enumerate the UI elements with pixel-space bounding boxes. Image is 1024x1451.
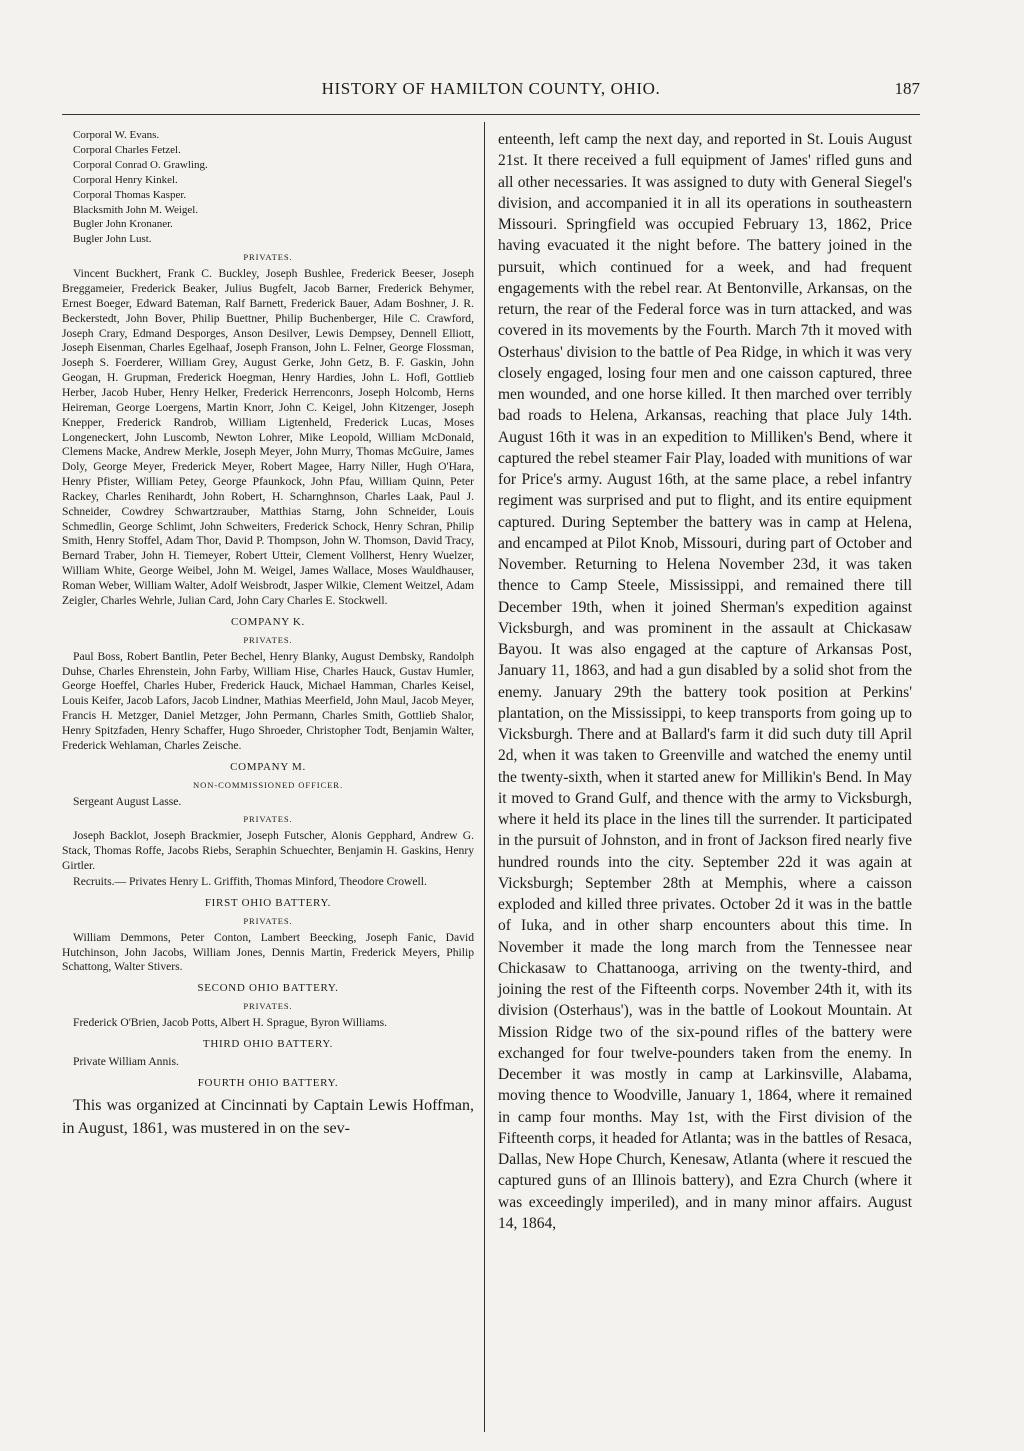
right-column: [498, 129, 912, 1234]
recruits-entry: Recruits.— Privates Henry L. Griffith, Thomas Minford, Theodore Crowell.: [73, 874, 427, 888]
privates-heading: PRIVATES.: [243, 1001, 293, 1012]
privates-heading: PRIVATES.: [243, 814, 293, 825]
roster-line: Corporal Conrad O. Grawling.: [73, 158, 208, 171]
roster-line: Bugler John Kronaner.: [73, 218, 173, 231]
header-rule: [62, 114, 920, 115]
second-battery-privates: Frederick O'Brien, Jacob Potts, Albert H. Sprague, Byron Williams.: [73, 1016, 388, 1030]
page-number: 187: [894, 79, 920, 98]
roster-line: Corporal Thomas Kasper.: [73, 188, 187, 201]
sergeant-entry: Sergeant August Lasse.: [73, 794, 182, 808]
privates-heading: PRIVATES.: [243, 915, 293, 926]
fourth-battery-intro: This was organized at Cincinnati by Captain Lewis Hoffman, in August, 1861, was mustered in on the sev-: [62, 1097, 474, 1137]
company-m-heading: COMPANY M.: [230, 760, 306, 773]
roster-line: Corporal Charles Fetzel.: [73, 143, 181, 156]
officer-roster: [62, 128, 474, 247]
third-battery-private: Private William Annis.: [73, 1055, 179, 1069]
roster-line: Bugler John Lust.: [73, 233, 152, 246]
running-title: HISTORY OF HAMILTON COUNTY, OHIO.: [321, 79, 661, 98]
company-k-privates: Paul Boss, Robert Bantlin, Peter Bechel, Henry Blanky, August Dembsky, Randolph Duhse, Charles Ehrenstein, John Farby, William Hise, Charles Hauck, Gustav Humler, George Hoeffel, Charles Huber, Frederick Hauck, Michael Hamman, Charles Keisel, Louis Keifer, Jacob Lafors, Jacob Lindner, Mathias Meerfield, John Maul, Jacob Meyer, Francis H. Metzger, Daniel Metzger, John Permann, Charles Smith, Gottlieb Shalor, Henry Spitzfaden, Henry Schaffer, Hugo Shroeder, Christopher Todt, Benjamin Walter, Frederick Wehlaman, Charles Zeische.: [62, 649, 474, 752]
privates-list: Vincent Buckhert, Frank C. Buckley, Joseph Bushlee, Frederick Beeser, Joseph Breggameier, Frederick Beaker, Julius Bugfelt, Jacob Barner, Frederick Behymer, Ernest Boeger, Edward Bateman, Ralf Barnett, Frederick Bauer, Adam Boshner, J. R. Beckerstedt, John Bover, Philip Buettner, Philip Buchenberger, Hile C. Crawford, Joseph Crary, Edmand Desporges, Anson Desilver, Lewis Dempsey, Dennell Elliott, Joseph Eisenman, Charles Egelhaaf, Joseph Franson, John L. Felner, George Flossman, Joseph S. Foerderer, William Grey, August Gerke, John Getz, B. F. Gaskin, John Geogan, H. Grupman, Frederick Hoegman, Henry Hardies, John L. Hofl, Gottlieb Herber, Jacob Huber, Henry Helker, Frederick Herrenconrs, Joseph Holcomb, Herns Heireman, George Loergens, Martin Knorr, John C. Keigel, John Kitzenger, Joseph Knepper, Frederick Randrob, William Ligtenheld, Frederick Lucas, Moses Longeneckert, John Luscomb, Newton Lohrer, Mike Leopold, William McDonald, Clemens Macke, Andrew Merkle, Joseph Meyer, John Murry, Thomas McGuire, James Doly, George Meyer, Frederick Meyer, Robert Magee, Harry Niller, Hugh O'Hara, Henry Pfister, William Petey, George Pfaunkock, John Pfau, William Quinn, Peter Rackey, Charles Renihardt, John Robert, H. Scharnghnson, Charles Laak, Paul J. Schneider, Cowdrey Schwartzrauber, Matthias Starng, John Schneider, Louis Schmedlin, George Schlimt, John Schweiters, Frederick Schock, Henry Schran, Philip Smith, Henry Stoffel, Adam Thor, David P. Thompson, John W. Thomson, David Tracy, Bernard Traber, John H. Tiemeyer, Robert Utteir, Clement Vollherst, Henry Wuelzer, William White, George Weibel, John M. Weigel, James Wallace, Moses Wauldhauser, Roman Weber, William Walter, Adolf Weisbrodt, Jasper Wilkie, Clement Weitzel, Adam Zeigler, Charles Wehrle, Julian Card, John Cary Charles E. Stockwell.: [62, 267, 474, 607]
third-battery-heading: THIRD OHIO BATTERY.: [202, 1038, 334, 1051]
column-divider: [484, 122, 485, 1432]
company-k-heading: COMPANY K.: [230, 615, 306, 628]
second-battery-heading: SECOND OHIO BATTERY.: [197, 982, 339, 995]
nco-heading: NON-COMMISSIONED OFFICER.: [193, 779, 343, 790]
roster-line: Blacksmith John M. Weigel.: [73, 203, 199, 216]
left-column: [62, 128, 474, 1140]
fourth-battery-heading: FOURTH OHIO BATTERY.: [197, 1077, 339, 1089]
roster-line: Corporal Henry Kinkel.: [73, 173, 178, 186]
running-head: [62, 76, 920, 106]
first-battery-heading: FIRST OHIO BATTERY.: [204, 896, 332, 909]
first-battery-privates: William Demmons, Peter Conton, Lambert Beecking, Joseph Fanic, David Hutchinson, John Jacobs, William Jones, Dennis Martin, Frederick Meyers, Philip Schattong, Walter Stivers.: [62, 930, 474, 974]
roster-line: Corporal W. Evans.: [73, 129, 160, 141]
privates-heading: PRIVATES.: [243, 252, 293, 263]
battery-narrative: enteenth, left camp the next day, and reported in St. Louis August 21st. It there received a full equipment of James' rifled guns and all other necessaries. It was assigned to duty with General Siegel's division, and accompanied it in all its operations in southeastern Missouri. Springfield was occupied February 13, 1862, Price having evacuated it the night before. The battery joined in the pursuit, which continued for a week, and had frequent engagements with the rebel rear. At Bentonville, Arkansas, on the return, the rear of the Federal force was in turn attacked, and was covered in its movements by the Fourth. March 7th it moved with Osterhaus' division to the battle of Pea Ridge, in which it was very closely engaged, losing four men and one caisson captured, three men wounded, and one horse killed. It then marched over terribly bad roads to Helena, Arkansas, reaching that place July 14th. August 16th it was in an expedition to Milliken's Bend, where it captured the rebel steamer Fair Play, loaded with munitions of war for Price's army. August 16th, at the same place, a rebel infantry regiment was surprised and put to flight, and its entire equipment captured. During September the battery was in camp at Helena, and encamped at Pilot Knob, Missouri, during part of October and November. Returning to Helena November 23d, it was taken thence to Camp Steele, Mississippi, and remained there till December 19th, when it joined Sherman's expedition against Vicksburgh, and was prominent in the assault at Chickasaw Bayou. It was also engaged at the capture of Arkansas Post, January 11, 1863, and had a gun disabled by a solid shot from the enemy. January 29th the battery took position at Perkins' plantation, on the Mississippi, to keep transports from going up to Vicksburgh. There and at Ballard's farm it did such duty till April 2d, when it was taken to Greenville and watched the enemy until the twenty-sixth, when it started anew for Millikin's Bend. In May it moved to Grand Gulf, and thence with the army to Vicksburgh, where it held its place in the lines till the surrender. It participated in the pursuit of Johnston, and in front of Jackson fired nearly five hundred rounds into the city. September 22d it was again at Vicksburgh; September 28th at Memphis, where a caisson exploded and killed three privates. October 2d it was in the battle of Iuka, and in other sharp encounters about this time. In November it made the long march from the Tennessee near Chickasaw to Chattanooga, arriving on the twenty-third, and joining the rest of the Fifteenth corps. November 24th it, with its division (Osterhaus'), was in the battle of Lookout Mountain. At Mission Ridge two of the six-pound rifles of the battery were exchanged for four twelve-pounders taken from the enemy. In December it was mostly in camp at Larkinsville, Alabama, moving thence to Woodville, January 1, 1864, where it remained in camp four months. May 1st, with the First division of the Fifteenth corps, it headed for Atlanta; was in the battles of Resaca, Dallas, New Hope Church, Kenesaw, Atlanta (where it rescued the captured guns of an Illinois battery), and Ezra Church (where it was exceedingly imperiled), and in many minor affairs. August 14, 1864,: [498, 131, 912, 1232]
privates-heading: PRIVATES.: [243, 634, 293, 645]
company-m-privates: Joseph Backlot, Joseph Brackmier, Joseph Futscher, Alonis Gepphard, Andrew G. Stack, Thomas Roffe, Jacobs Riebs, Seraphin Schuechter, Benjamin H. Gaskins, Henry Girtler.: [62, 829, 474, 873]
